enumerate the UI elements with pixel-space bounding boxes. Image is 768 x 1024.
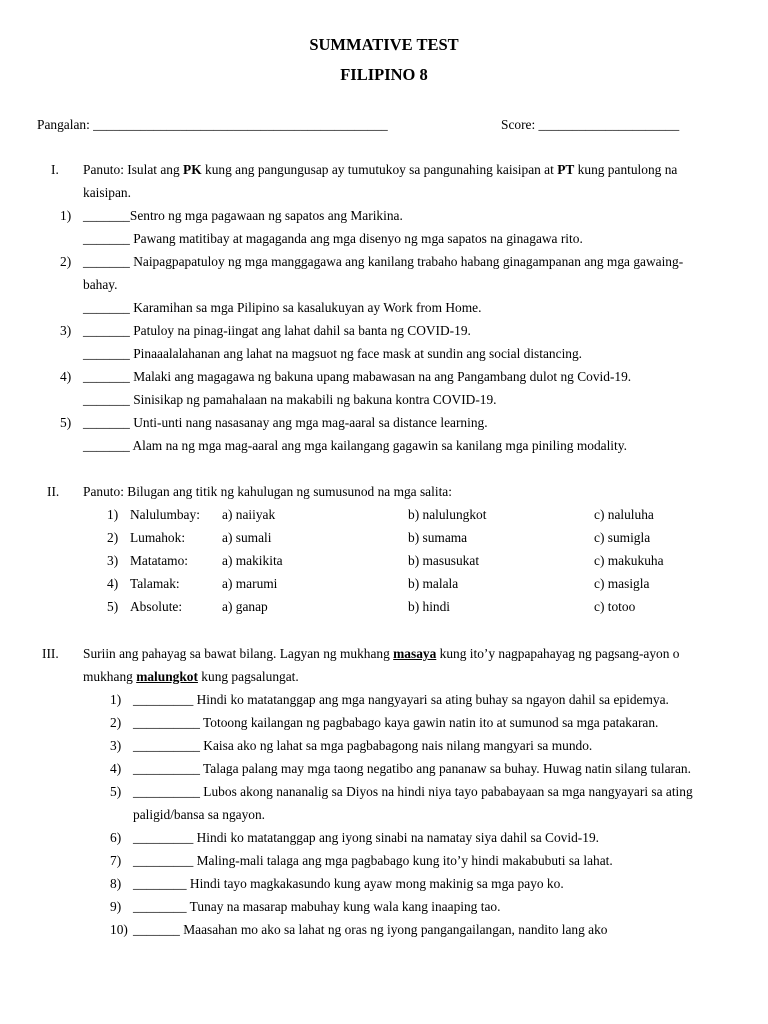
part1-pk: PK [183,162,202,177]
p1-item5-number: 5) [60,415,72,430]
p3-item2-number: 2) [110,715,122,730]
p2-item2-choice-b: b) sumama [408,530,468,545]
p1-item3-a: _______ Patuloy na pinag-iingat ang lahat dahil sa banta ng COVID-19. [83,323,471,338]
p3-item8-text: ________ Hindi tayo magkakasundo kung ayaw mong makinig sa mga payo ko. [133,876,564,891]
p1-item1-b: _______ Pawang matitibay at magaganda ang mga disenyo ng mga sapatos na ginagawa rito. [83,231,583,246]
p2-item3-choice-b: b) masusukat [408,553,480,568]
part3-instr-b: kung ito’y nagpapahayag ng pagsang-ayon o [436,646,680,661]
p3-item3-number: 3) [110,738,122,753]
p3-item10-number: 10) [110,922,128,937]
part3-instr-c: mukhang [83,669,137,684]
p2-item4-word: Talamak: [130,576,180,591]
part1-instructions [83,162,677,178]
p3-item9-number: 9) [110,899,122,914]
p3-item6-number: 6) [110,830,122,845]
p2-item1-choice-b: b) nalulungkot [408,507,487,522]
p3-item8-number: 8) [110,876,122,891]
p2-item2-choice-c: c) sumigla [594,530,651,545]
part3-instructions [83,646,680,662]
p2-item3-choice-c: c) makukuha [594,553,664,568]
p3-item7-number: 7) [110,853,122,868]
p1-item5-b: _______ Alam na ng mga mag-aaral ang mga kailangang gagawin sa kanilang mga piniling modality. [83,438,627,453]
p3-item1-number: 1) [110,692,122,707]
page-title: SUMMATIVE TEST [309,35,459,54]
p3-item5-text-cont: paligid/bansa sa ngayon. [133,807,266,822]
p1-item4-b: _______ Sinisikap ng pamahalaan na makabili ng bakuna kontra COVID-19. [83,392,497,407]
p2-item5-choice-b: b) hindi [408,599,451,614]
p2-item5-choice-a: a) ganap [222,599,268,614]
p2-item4-choice-c: c) masigla [594,576,650,591]
part2-instructions: Panuto: Bilugan ang titik ng kahulugan ng sumusunod na mga salita: [83,484,452,499]
part1-instr-cont: kaisipan. [83,185,131,200]
p2-item1-number: 1) [107,507,119,522]
p3-item1-text: _________ Hindi ko matatanggap ang mga nangyayari sa ating buhay sa ngayon dahil sa epidemya. [133,692,669,707]
p2-item4-number: 4) [107,576,119,591]
p1-item2-number: 2) [60,254,72,269]
p3-item10-text: _______ Maasahan mo ako sa lahat ng oras ng iyong pangangailangan, nandito lang ako [133,922,608,937]
p2-item4-choice-b: b) malala [408,576,459,591]
p1-item3-b: _______ Pinaaalalahanan ang lahat na magsuot ng face mask at sundin ang social distancing. [83,346,583,361]
part1-instr-b: kung ang pangungusap ay tumutukoy sa pangunahing kaisipan at [201,162,558,177]
p2-item4-choice-a: a) marumi [222,576,278,591]
part1-instr-c: kung pantulong na [574,162,678,177]
p1-item5-a: _______ Unti-unti nang nasasanay ang mga mag-aaral sa distance learning. [83,415,488,430]
p2-item5-number: 5) [107,599,119,614]
p2-item2-word: Lumahok: [130,530,186,545]
part2-roman: II. [47,484,60,499]
p1-item1-a: _______Sentro ng mga pagawaan ng sapatos ang Marikina. [83,208,403,223]
p2-item3-choice-a: a) makikita [222,553,283,568]
p1-item3-number: 3) [60,323,72,338]
name-field[interactable]: Pangalan: ____________________________________________ [37,117,388,132]
p1-item4-number: 4) [60,369,72,384]
p2-item1-choice-c: c) naluluha [594,507,654,522]
p3-item6-text: _________ Hindi ko matatanggap ang iyong sinabi na namatay siya dahil sa Covid-19. [133,830,599,845]
p2-item1-choice-a: a) naiiyak [222,507,276,522]
p3-item9-text: ________ Tunay na masarap mabuhay kung wala kang inaaping tao. [133,899,501,914]
part1-pt: PT [557,162,575,177]
p2-item5-word: Absolute: [130,599,183,614]
part1-roman: I. [51,162,59,177]
p2-item2-number: 2) [107,530,119,545]
p3-item5-text: __________ Lubos akong nananalig sa Diyos na hindi niya tayo pababayaan sa mga nangyayari sa ating [133,784,693,799]
part1-instr-a: Panuto: Isulat ang [83,162,184,177]
p3-item2-text: __________ Totoong kailangan ng pagbabago kaya gawin natin ito at sumunod sa mga patakaran. [133,715,659,730]
part3-instr-d: kung pagsalungat. [197,669,299,684]
part3-malungkot: malungkot [136,669,198,684]
p1-item2-a: _______ Naipagpapatuloy ng mga manggagawa ang kanilang trabaho habang ginagampanan ang mga gawaing- [83,254,684,269]
p2-item2-choice-a: a) sumali [222,530,272,545]
p3-item3-text: __________ Kaisa ako ng lahat sa mga pagbabagong nais nilang mangyari sa mundo. [133,738,593,753]
p2-item5-choice-c: c) totoo [594,599,636,614]
p3-item5-number: 5) [110,784,122,799]
part3-instr-a: Suriin ang pahayag sa bawat bilang. Lagyan ng mukhang [83,646,394,661]
p2-item3-number: 3) [107,553,119,568]
part3-roman: III. [42,646,59,661]
p3-item4-text: __________ Talaga palang may mga taong negatibo ang pananaw sa buhay. Huwag natin silang tularan. [133,761,691,776]
p2-item3-word: Matatamo: [130,553,189,568]
p2-item1-word: Nalulumbay: [130,507,200,522]
p1-item4-a: _______ Malaki ang magagawa ng bakuna upang mabawasan na ang Pangambang dulot ng Covid-19. [83,369,632,384]
p3-item7-text: _________ Maling-mali talaga ang mga pagbabago kung ito’y hindi makabubuti sa lahat. [133,853,613,868]
page-subtitle: FILIPINO 8 [340,65,428,84]
part3-instructions-cont [83,669,299,685]
score-field[interactable]: Score: _____________________ [501,117,680,132]
p1-item2-b: _______ Karamihan sa mga Pilipino sa kasalukuyan ay Work from Home. [83,300,482,315]
part3-masaya: masaya [393,646,437,661]
p1-item1-number: 1) [60,208,72,223]
p3-item4-number: 4) [110,761,122,776]
p1-item2-a-cont: bahay. [83,277,118,292]
